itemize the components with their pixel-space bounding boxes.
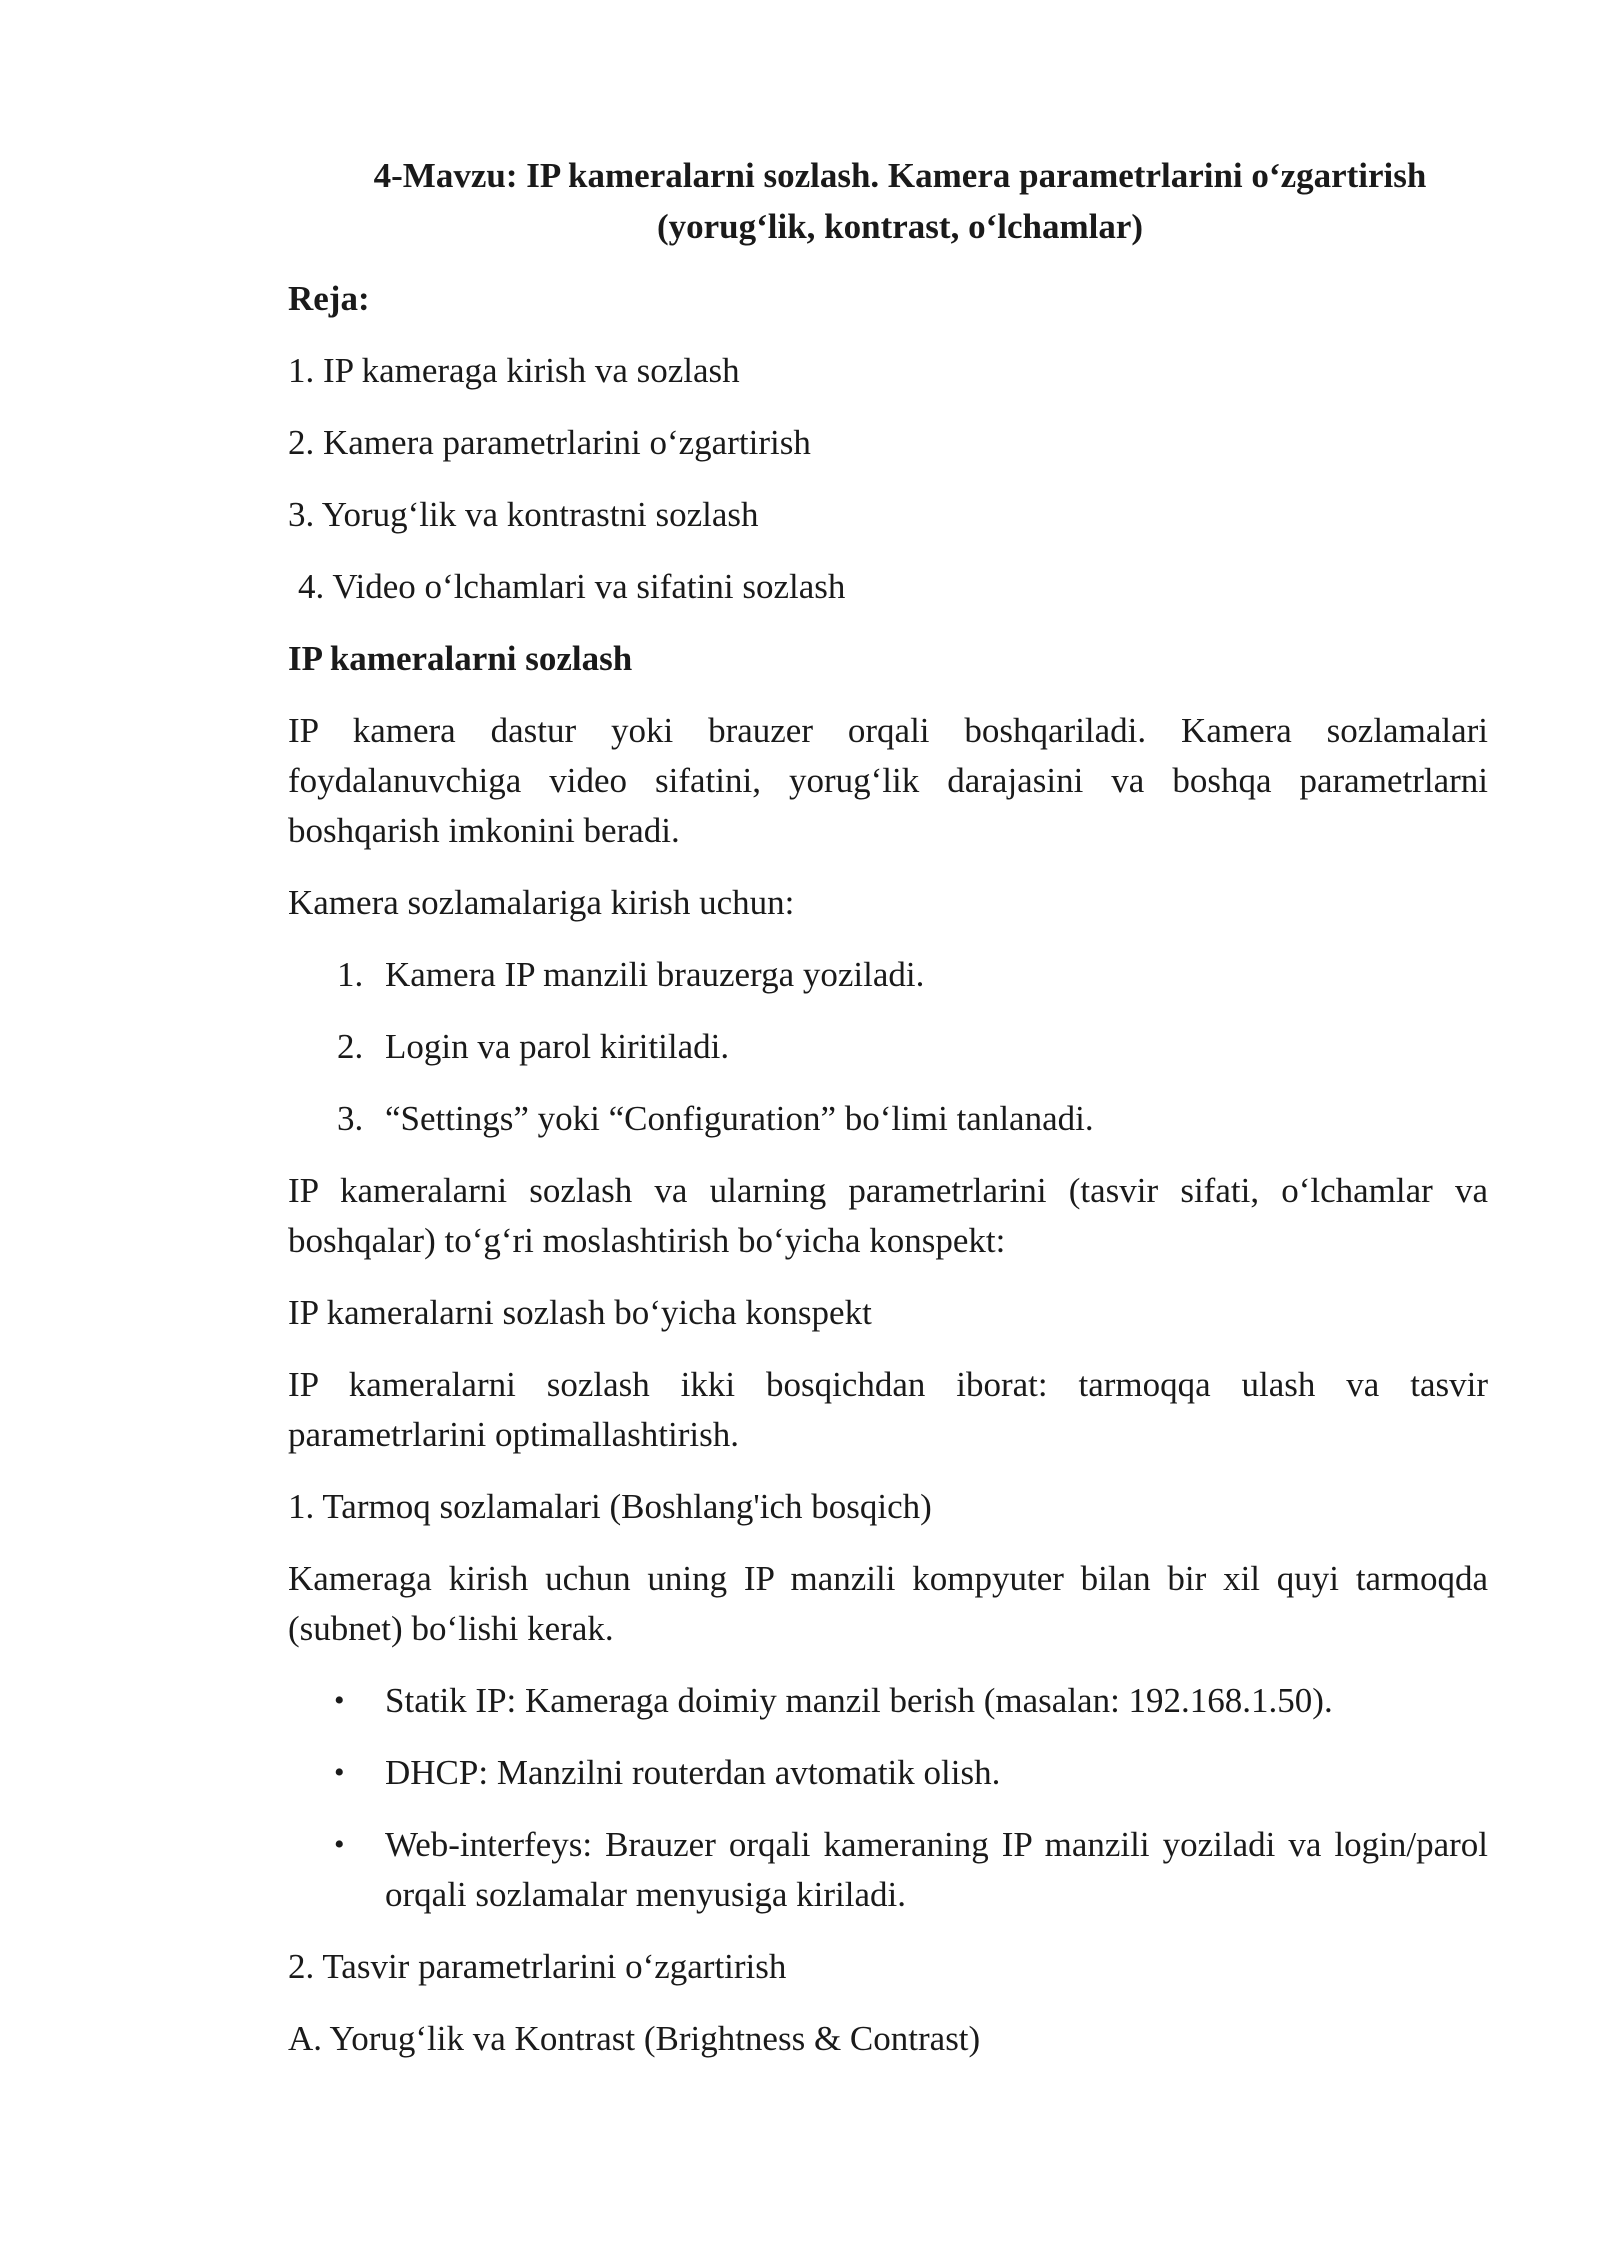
section-heading-ip-setup: IP kameralarni sozlash [288,639,633,678]
list-item [288,1820,1488,1920]
section-intro-paragraph: IP kamera dastur yoki brauzer orqali boshqariladi. Kamera sozlamalari foydalanuvchiga video sifatini, yorug‘lik darajasini va boshqa parametrlarni boshqarish imkonini beradi. [288,711,1488,850]
list-item-number: 3. [337,1099,364,1138]
plan-item-1: 1. IP kameraga kirish va sozlash [288,351,740,390]
list-item-number: 2. [337,1027,364,1066]
bullet-icon: • [334,1828,345,1861]
list-item [288,1676,1488,1726]
network-bullet-list [288,1676,1488,1920]
list-item-text: Statik IP: Kameraga doimiy manzil berish (masalan: 192.168.1.50). [385,1681,1333,1720]
plan-item-4: 4. Video o‘lchamlari va sifatini sozlash [298,567,846,606]
konspekt-title: IP kameralarni sozlash bo‘yicha konspekt [288,1293,872,1332]
bullet-icon: • [334,1684,345,1717]
list-item [288,1748,1488,1798]
summary-lead-paragraph: IP kameralarni sozlash va ularning parametrlarini (tasvir sifati, o‘lchamlar va boshqalar) to‘g‘ri moslashtirish bo‘yicha konspekt: [288,1171,1488,1260]
konspekt-intro-paragraph: IP kameralarni sozlash ikki bosqichdan iborat: tarmoqqa ulash va tasvir parametrlarini optimallashtirish. [288,1365,1488,1454]
list-item-text: “Settings” yoki “Configuration” bo‘limi tanlanadi. [385,1099,1094,1138]
plan-heading: Reja: [288,279,370,318]
network-heading: 1. Tarmoq sozlamalari (Boshlang'ich bosqich) [288,1487,932,1526]
access-steps-list [288,950,1488,1144]
list-item-text: Login va parol kiritiladi. [385,1027,730,1066]
title-line-2: (yorug‘lik, kontrast, o‘lchamlar) [656,207,1144,246]
document-content [288,150,1488,2086]
list-item [288,950,1488,1000]
bullet-icon: • [334,1756,345,1789]
list-item [288,1022,1488,1072]
plan-item-3: 3. Yorug‘lik va kontrastni sozlash [288,495,759,534]
image-params-heading: 2. Tasvir parametrlarini o‘zgartirish [288,1947,787,1986]
plan-item-2: 2. Kamera parametrlarini o‘zgartirish [288,423,811,462]
list-item-text: Kamera IP manzili brauzerga yoziladi. [385,955,925,994]
list-item-text: Web-interfeys: Brauzer orqali kameraning IP manzili yoziladi va login/parol orqali sozlamalar menyusiga kiriladi. [385,1825,1488,1914]
image-params-subheading: A. Yorug‘lik va Kontrast (Brightness & Contrast) [288,2019,981,2058]
network-paragraph: Kameraga kirish uchun uning IP manzili kompyuter bilan bir xil quyi tarmoqda (subnet) bo‘lishi kerak. [288,1559,1488,1648]
list-item [288,1094,1488,1144]
page-title [288,150,1488,252]
access-lead-paragraph: Kamera sozlamalariga kirish uchun: [288,883,795,922]
list-item-text: DHCP: Manzilni routerdan avtomatik olish. [385,1753,1001,1792]
list-item-number: 1. [337,955,364,994]
title-line-1: 4-Mavzu: IP kameralarni sozlash. Kamera parametrlarini o‘zgartirish [373,156,1427,195]
